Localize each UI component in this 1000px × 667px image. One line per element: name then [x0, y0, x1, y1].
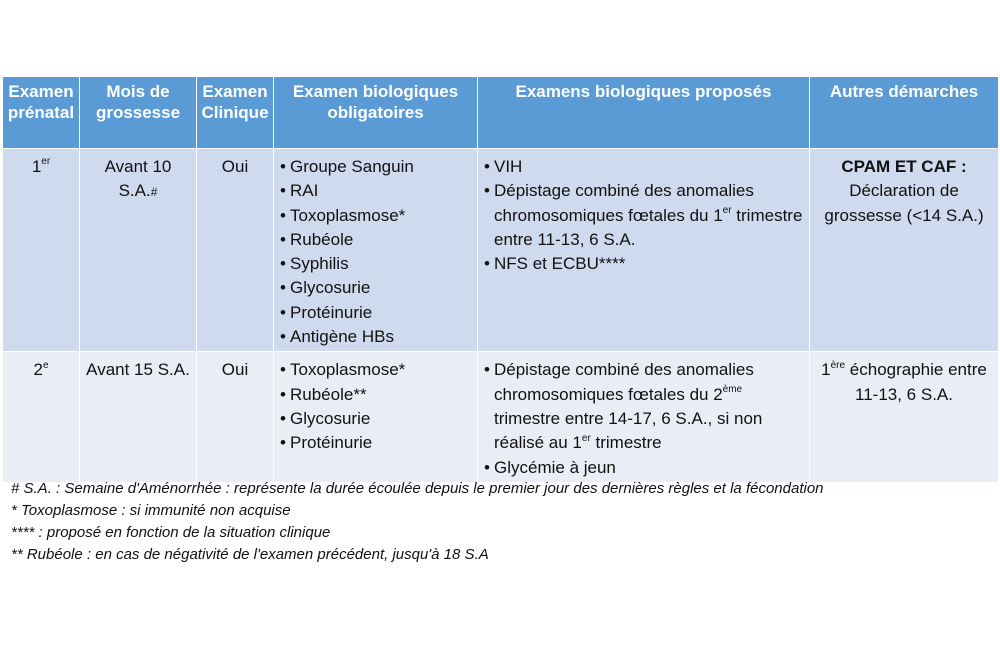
month-cell: [80, 149, 197, 352]
other-cell: [810, 149, 999, 352]
footnotes: [11, 478, 991, 566]
list-item-text: Dépistage combiné des anomalies chromosomiques fœtales du 1: [494, 181, 754, 225]
list-item: • Groupe Sanguin: [280, 155, 471, 179]
mandatory-cell: [274, 352, 478, 482]
table-row: [3, 352, 999, 482]
list-item: • Protéinurie: [280, 431, 471, 455]
clinical-cell: Oui: [197, 149, 274, 352]
exam-number-cell: [3, 352, 80, 482]
table-header-row: [3, 77, 999, 149]
list-item-text: trimestre: [590, 433, 662, 453]
proposed-list: [484, 155, 803, 276]
other-text: échographie entre 11-13, 6 S.A.: [845, 360, 987, 404]
list-item: • Glycémie à jeun: [484, 456, 803, 480]
list-item-text: Dépistage combiné des anomalies chromosomiques fœtales du 2: [494, 360, 754, 404]
list-item: • Rubéole: [280, 228, 471, 252]
footnote-toxoplasmose: * Toxoplasmose : si immunité non acquise: [11, 502, 291, 519]
list-item: • VIH: [484, 155, 803, 179]
exam-number: 1: [31, 157, 42, 176]
ordinal-suffix: er: [581, 432, 591, 444]
prenatal-exam-table: [2, 76, 999, 483]
exam-number: 2: [33, 360, 43, 380]
header-examens-proposes: Examens biologiques proposés: [478, 77, 810, 149]
month-footnote-mark: #: [150, 185, 158, 200]
ordinal-suffix: ème: [722, 384, 743, 396]
mandatory-cell: [274, 149, 478, 352]
mandatory-list: [280, 155, 471, 349]
list-item: • Glycosurie: [280, 407, 471, 431]
table-row: [3, 149, 999, 352]
header-mois-grossesse: Mois de grossesse: [80, 77, 197, 149]
list-item: • NFS et ECBU****: [484, 252, 803, 276]
proposed-list: [484, 358, 803, 479]
list-item: • Rubéole**: [280, 383, 471, 407]
list-item: • Protéinurie: [280, 301, 471, 325]
other-ordinal: 1: [821, 360, 831, 380]
other-cell: [810, 352, 999, 482]
exam-number-suffix: e: [42, 359, 49, 371]
list-item: [484, 179, 803, 252]
footnote-rubeole: ** Rubéole : en cas de négativité de l'examen précédent, jusqu'à 18 S.A: [11, 546, 489, 563]
ordinal-suffix: er: [722, 204, 732, 216]
clinical-cell: Oui: [197, 352, 274, 482]
exam-number-cell: [3, 149, 80, 352]
mandatory-list: [280, 358, 471, 455]
exam-number-suffix: er: [41, 156, 51, 168]
other-text: Déclaration de grossesse (<14 S.A.): [824, 181, 984, 225]
list-item-text: trimestre entre 14-17, 6 S.A., si non réalisé au 1: [494, 408, 763, 453]
proposed-cell: [478, 352, 810, 482]
list-item-text: trimestre entre 11-13, 6 S.A.: [494, 205, 803, 249]
list-item: • Toxoplasmose*: [280, 204, 471, 228]
other-bold-title: CPAM ET CAF :: [841, 157, 967, 176]
header-examen-clinique: Examen Clinique: [197, 77, 274, 149]
header-examens-obligatoires: Examen biologiques obligatoires: [274, 77, 478, 149]
list-item: • Antigène HBs: [280, 325, 471, 349]
list-item: • Glycosurie: [280, 276, 471, 300]
footnote-clinical: **** : proposé en fonction de la situation clinique: [11, 524, 331, 541]
month-text: Avant 10 S.A.: [104, 157, 172, 201]
footnote-sa: # S.A. : Semaine d'Aménorrhée : représente la durée écoulée depuis le premier jour des dernières règles et la fécondation: [11, 480, 824, 497]
header-autres-demarches: Autres démarches: [810, 77, 999, 149]
list-item: • Syphilis: [280, 252, 471, 276]
header-examen-prenatal: Examen prénatal: [3, 77, 80, 149]
ordinal-suffix: ère: [830, 359, 846, 371]
list-item: [484, 358, 803, 455]
month-cell: Avant 15 S.A.: [80, 352, 197, 482]
list-item: • Toxoplasmose*: [280, 358, 471, 382]
proposed-cell: [478, 149, 810, 352]
list-item: • RAI: [280, 179, 471, 203]
